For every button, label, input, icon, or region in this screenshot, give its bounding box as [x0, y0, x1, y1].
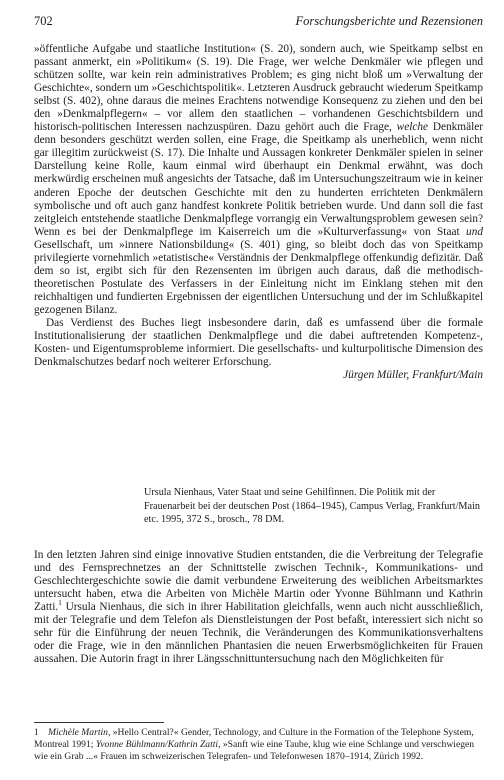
footnote-text: »Hello Central?« Gender, Technology, and Culture in the Formation of the Telephone System, Montreal 1991;	[34, 727, 474, 750]
book-citation: Ursula Nienhaus, Vater Staat und seine Gehilfinnen. Die Politik mit der Frauenarbeit bei der deutschen Post (1864–1945), Campus Verlag, Frankfurt/Main etc. 1995, 372 S., brosch., 78 DM.	[144, 487, 480, 526]
page-number: 702	[34, 14, 53, 28]
review-paragraph	[34, 549, 483, 666]
review-paragraph: Das Verdienst des Buches liegt insbesondere darin, daß es umfassend über die formale Institutionalisierung der staatlichen Denkmalpflege und die dabei auftretenden Kompetenz-, Kosten- und Eigentumsprobleme informiert. Die gesellschafts- und kulturpolitische Dimension des Denkmalschutzes bedarf noch weiterer Erforschung.	[34, 316, 483, 369]
page-header	[34, 14, 483, 30]
text-span: »öffentliche Aufgabe und staatliche Institution« (S. 20), sondern auch, wie Speitkamp selbst en passant anmerkt, ein »Politikum« (S. 19). Die Frage, wer welche Denkmäler wie pflegen und schützen sollte, war kein rein administratives Problem; es ging nicht bloß um »Verwaltung der Geschichte«, sondern um »Geschichtspolitik«. Letzteren Ausdruck gebraucht wiederum Speitkamp selbst (S. 402), ohne daraus die meines Erachtens notwendige Konsequenz zu ziehen und den bei den »Denkmalpflegern« – vor allem den staatlichen – vorhandenen Geschichtsbildern und historisch-politischen Interessen nachzuspüren. Dazu gehört auch die Frage,	[34, 43, 483, 134]
review-text	[34, 549, 483, 666]
review-text-continued	[34, 43, 483, 382]
text-span: Ursula Nienhaus, die sich in ihrer Habilitation gleichfalls, wenn auch nicht ausschließlich, mit der Telegrafie und dem Telefon als Dienstleistungen der Post befaßt, interessiert sich nicht so sehr für die Einführung der neuen Technik, die Veränderungen des Kommunikationsverhaltens oder die Frage, wie in den männlichen Phantasien die neuen Erwerbsmöglichkeiten für Frauen aussahen. Die Autorin fragt in ihrer Längsschnittuntersuchung nach den Möglichkeiten für	[34, 601, 483, 666]
reviewer-signature: Jürgen Müller, Frankfurt/Main	[343, 369, 483, 382]
text-span: Denkmäler denn besonders geschützt werden sollen, eine Frage, die Speitkamp als unerheblich, wenn nicht gar illegitim zurückweist (S. 17). Die Inhalte und Aussagen konkreter Denkmäler spielen in seiner Darstellung keine Rolle, kaum einmal wird überhaupt ein Denkmal erwähnt, was doch merkwürdig erscheinen muß angesichts der Tatsache, daß im Untersuchungszeitraum wie in keiner anderen Epoche der deutschen Geschichte mit den zu hunderten errichteten Denkmälern symbolische und oft auch ganz handfest konkrete Politik betrieben wurde. Und dann soll die fast zeitgleich entstehende staatliche Denkmalpflege vorrangig ein Verwaltungsproblem gewesen sein? Wenn es bei der Denkmalpflege im Kaiserreich um die »Kulturverfassung« von Staat	[34, 121, 484, 238]
footnote-author: Michèle Martin,	[48, 727, 111, 738]
review-paragraph	[34, 43, 483, 317]
running-head: Forschungsberichte und Rezensionen	[295, 14, 483, 28]
text-span: Gesellschaft, um »innere Nationsbildung« (S. 401) ging, so bleibt doch das von Speitkamp privilegierte vornehmlich »etatistische« Verständnis der Denkmalpflege offenkundig defizitär. Daß dem so ist, ergibt sich für den Rezensenten im übrigen auch daraus, daß die methodisch-theoretischen Postulate des Verfassers in der Einleitung nicht im Einklang stehen mit den reichhaltigen und fundierten Ergebnissen der eigentlichen Untersuchung und der im Schlußkapitel gezogenen Bilanz.	[34, 238, 483, 316]
footnote-divider	[34, 722, 164, 723]
text-span: In den letzten Jahren sind einige innovative Studien entstanden, die die Verbreitung der Telegrafie und des Fernsprechnetzes an der Schnittstelle zwischen Technik-, Kommunikations- und Geschlechtergeschichte sowie die damit verbundene Erweiterung des weiblichen Arbeitsmarktes untersucht haben, etwa die Arbeiten von Michèle Martin oder Yvonne Bühlmann und Kathrin Zatti.	[34, 549, 483, 614]
footnote-author: Yvonne Bühlmann/Kathrin Zatti,	[95, 738, 221, 750]
footnote	[34, 727, 483, 763]
footnote-text: »Sanft wie eine Taube, klug wie eine Schlange und verschwiegen wie ein Grab ...« Frauen im schweizerischen Telegrafen- und Telefonwesen 1870–1914, Zürich 1992.	[34, 738, 475, 762]
emphasis-text: und	[466, 225, 483, 238]
footnote-reference[interactable]: 1	[58, 598, 62, 608]
footnote-number: 1	[34, 727, 39, 738]
emphasis-text: welche	[396, 121, 429, 134]
